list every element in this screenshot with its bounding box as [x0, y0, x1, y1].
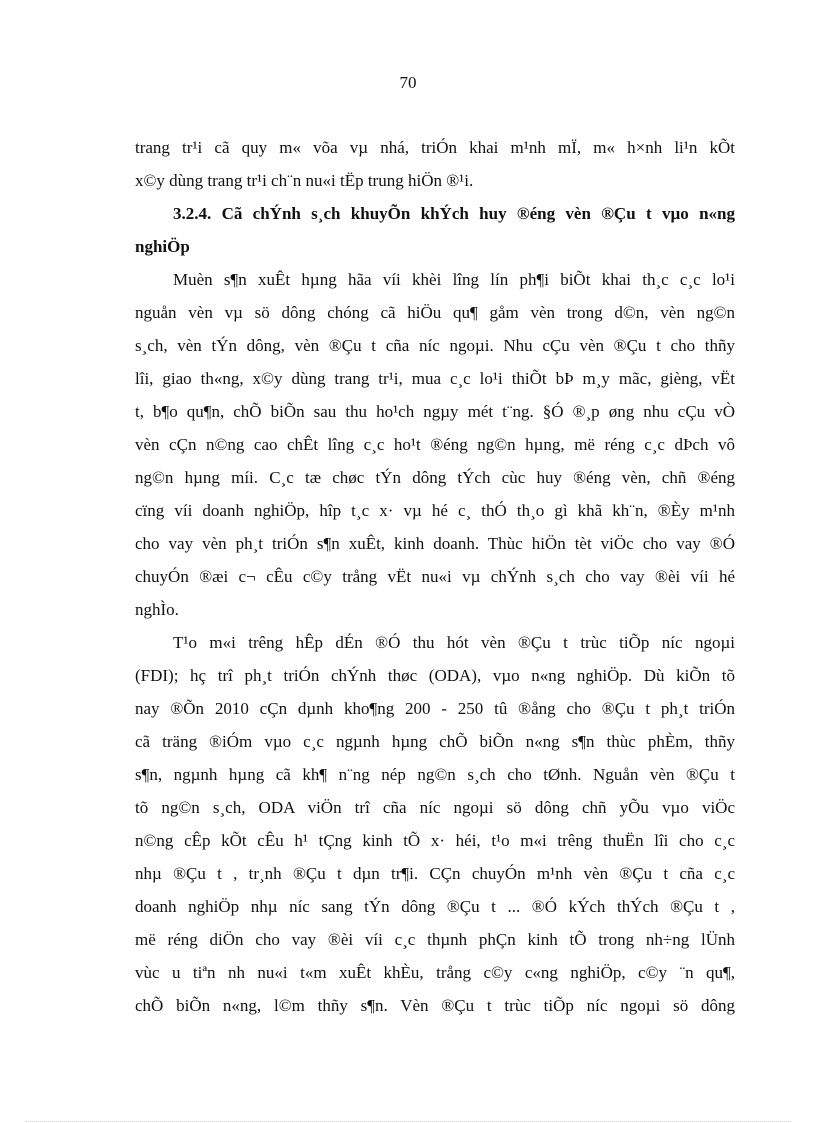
text-line: nay ®Õn 2010 cÇn dµnh kho¶ng 200 - 250 tû ®ång cho ®Çu t ph¸t triÓn [135, 699, 735, 718]
text-line: ng©n hµng míi. C¸c tæ chøc tÝn dông tÝch cùc huy ®éng vèn, chñ ®éng [135, 468, 735, 487]
text-line: vùc u tiªn nh nu«i t«m xuÊt khÈu, trång c©y c«ng nghiÖp, c©y ¨n qu¶, [135, 963, 735, 982]
page-number: 70 [399, 73, 417, 92]
text-line: tõ ng©n s¸ch, ODA viÖn trî cña níc ngoµi sö dông chñ yÕu vµo viÖc [135, 798, 735, 817]
text-line: (FDI); hç trî ph¸t triÓn chÝnh thøc (ODA), vµo n«ng nghiÖp. Dù kiÕn tõ [135, 666, 735, 685]
page-bottom-divider [25, 1121, 791, 1122]
text-line: chuyÓn ®æi c¬ cÊu c©y trång vËt nu«i vµ chÝnh s¸ch cho vay ®èi víi hé [135, 567, 735, 586]
text-line: s¶n, ngµnh hµng cã kh¶ n¨ng nép ng©n s¸ch cho tØnh. Nguån vèn ®Çu t [135, 765, 735, 784]
text-line: nghÌo. [135, 600, 179, 619]
document-body [135, 131, 735, 1022]
paragraph-capital-mobilization [135, 263, 735, 626]
text-line: T¹o m«i trêng hÊp dÉn ®Ó thu hót vèn ®Çu t trùc tiÕp níc ngoµi [173, 633, 735, 652]
text-line: nguån vèn vµ sö dông chóng cã hiÖu qu¶ gåm vèn trong d©n, vèn ng©n [135, 303, 735, 322]
section-heading [135, 197, 735, 263]
heading-line: nghiÖp [135, 237, 190, 256]
text-line: Muèn s¶n xuÊt hµng hãa víi khèi lîng lín ph¶i biÕt khai th¸c c¸c lo¹i [173, 270, 735, 289]
text-line: n©ng cÊp kÕt cÊu h¹ tÇng kinh tÕ x· héi, t¹o m«i trêng thuËn lîi cho c¸c [135, 831, 735, 850]
text-line: chÕ biÕn n«ng, l©m thñy s¶n. Vèn ®Çu t trùc tiÕp níc ngoµi sö dông [135, 996, 735, 1015]
text-line: s¸ch, vèn tÝn dông, vèn ®Çu t cña níc ngoµi. Nhu cÇu vèn ®Çu t cho thñy [135, 336, 735, 355]
text-line: t, b¶o qu¶n, chÕ biÕn sau thu ho¹ch ngµy mét t¨ng. §Ó ®¸p øng nhu cÇu vÒ [135, 402, 735, 421]
heading-line: 3.2.4. Cã chÝnh s¸ch khuyÕn khÝch huy ®éng vèn ®Çu t vµo n«ng [173, 204, 735, 223]
text-line: cã träng ®iÓm vµo c¸c ngµnh hµng chÕ biÕn n«ng s¶n thùc phÈm, thñy [135, 732, 735, 751]
paragraph-foreign-investment [135, 626, 735, 1022]
text-line: cïng víi doanh nghiÖp, hîp t¸c x· vµ hé c¸ thÓ th¸o gì khã kh¨n, ®Èy m¹nh [135, 501, 735, 520]
text-line: cho vay vèn ph¸t triÓn s¶n xuÊt, kinh doanh. Thùc hiÖn tèt viÖc cho vay ®Ó [135, 534, 735, 553]
text-line: lîi, giao th«ng, x©y dùng trang tr¹i, mua c¸c lo¹i thiÕt bÞ m¸y mãc, gièng, vËt [135, 369, 735, 388]
text-line: nhµ ®Çu t , tr¸nh ®Çu t dµn tr¶i. CÇn chuyÓn m¹nh vèn ®Çu t cña c¸c [135, 864, 735, 883]
text-line: x©y dùng trang tr¹i ch¨n nu«i tËp trung hiÖn ®¹i. [135, 171, 474, 190]
text-line: më réng diÖn cho vay ®èi víi c¸c thµnh phÇn kinh tÕ trong nh÷ng lÜnh [135, 930, 735, 949]
text-line: vèn cÇn n©ng cao chÊt lîng c¸c ho¹t ®éng ng©n hµng, më réng c¸c dÞch vô [135, 435, 735, 454]
text-line: trang tr¹i cã quy m« võa vµ nhá, triÓn khai m¹nh mÏ, m« h×nh li¹n kÕt [135, 138, 735, 157]
text-line: doanh nghiÖp nhµ níc sang tÝn dông ®Çu t ... ®Ó kÝch thÝch ®Çu t , [135, 897, 735, 916]
paragraph-continuation [135, 131, 735, 197]
